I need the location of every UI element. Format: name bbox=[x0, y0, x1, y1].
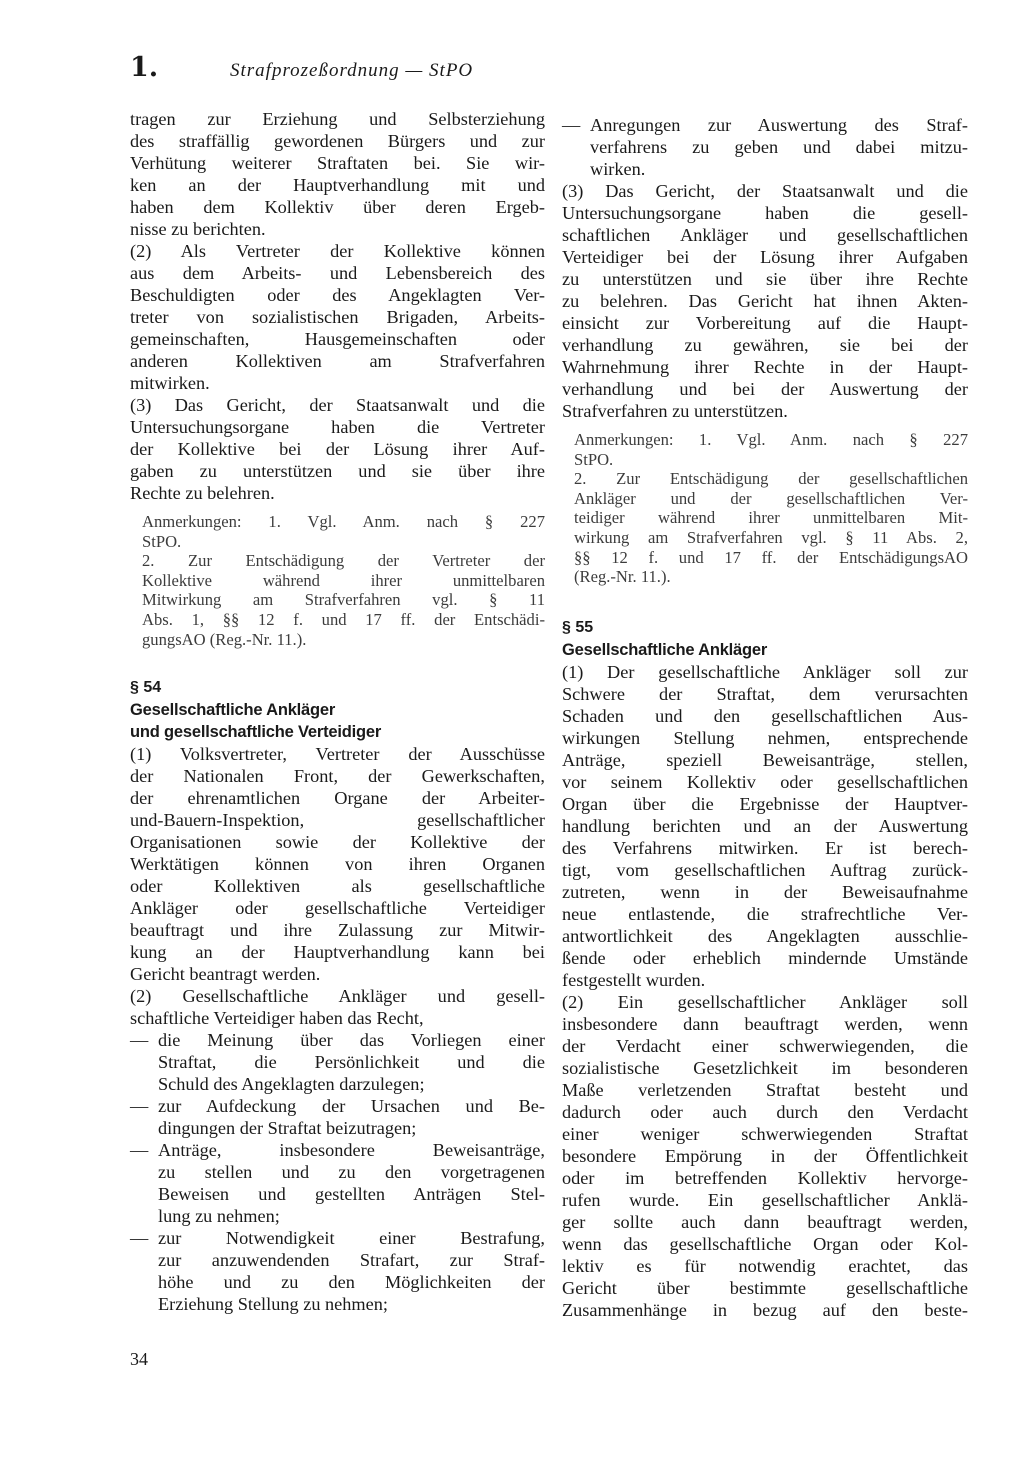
text-line: dingungen der Straftat beizutragen; bbox=[158, 1118, 417, 1139]
text-line: oder im betreffenden Kollektiv hervorge- bbox=[562, 1167, 968, 1188]
text-line: Schwere der Straftat, dem verursachten bbox=[562, 683, 968, 704]
note-line: wirkung am Strafverfahren vgl. § 11 Abs. 2, bbox=[574, 527, 968, 547]
text-line: insbesondere dann beauftragt werden, wenn bbox=[562, 1013, 968, 1034]
text-line: Organ über die Ergebnisse der Hauptver- bbox=[562, 793, 968, 814]
list-item bbox=[130, 1029, 545, 1095]
left-para-1 bbox=[130, 108, 545, 240]
section-title: Gesellschaftliche Ankläger bbox=[130, 701, 336, 720]
text-line: kung an der Hauptverhandlung kann bei bbox=[130, 942, 545, 963]
text-line: nisse zu berichten. bbox=[130, 219, 266, 239]
text-line: lung zu nehmen; bbox=[158, 1206, 280, 1227]
text-line: Verhütung weiterer Straftaten bei. Sie wir- bbox=[130, 153, 545, 173]
text-line: (2) Ein gesellschaftlicher Ankläger soll bbox=[562, 991, 968, 1012]
text-line: mitwirken. bbox=[130, 373, 210, 393]
text-line: Anträge, insbesondere Beweisanträge, bbox=[158, 1140, 545, 1161]
left-column bbox=[130, 108, 545, 1315]
section-title: Gesellschaftliche Ankläger bbox=[562, 640, 768, 659]
text-line: tigt, vom gesellschaftlichen Auftrag zurück- bbox=[562, 859, 968, 880]
text-line: Rechte zu belehren. bbox=[130, 483, 275, 503]
section-55 bbox=[562, 617, 968, 1321]
section-number: § 54 bbox=[130, 679, 162, 697]
text-line: Verteidiger bei der Lösung ihrer Aufgaben bbox=[562, 247, 968, 267]
chapter-number: 1. bbox=[130, 52, 159, 83]
note-line: 2. Zur Entschädigung der Vertreter der bbox=[142, 551, 545, 571]
text-line: anderen Kollektiven am Strafverfahren bbox=[130, 351, 545, 371]
sec55-para-2 bbox=[562, 991, 968, 1321]
text-line: Schaden und den gesellschaftlichen Aus- bbox=[562, 705, 968, 726]
text-line: beauftragt und ihre Zulassung zur Mitwir- bbox=[130, 920, 545, 941]
text-line: höhe und zu den Möglichkeiten der bbox=[158, 1272, 545, 1293]
text-line: verfahrens zu geben und dabei mitzu- bbox=[590, 137, 968, 157]
section-number: § 55 bbox=[562, 618, 594, 636]
note-line: Anmerkungen: 1. Vgl. Anm. nach § 227 bbox=[142, 512, 545, 531]
text-line: Werktätigen können von ihren Organen bbox=[130, 854, 545, 875]
text-line: (3) Das Gericht, der Staatsanwalt und die bbox=[562, 181, 968, 201]
text-line: zutreten, wenn in der Beweisaufnahme bbox=[562, 881, 968, 902]
text-line: treter von sozialistischen Brigaden, Arbeits- bbox=[130, 307, 545, 327]
text-line: Beschuldigten oder des Angeklagten Ver- bbox=[130, 285, 545, 305]
left-para-2 bbox=[130, 240, 545, 394]
text-line: aus dem Arbeits- und Lebensbereich des bbox=[130, 263, 545, 283]
dash-marker: — bbox=[130, 1140, 149, 1161]
note-line: Mitwirkung am Strafverfahren vgl. § 11 bbox=[142, 590, 545, 610]
left-notes bbox=[130, 512, 545, 649]
text-line: Erziehung Stellung zu nehmen; bbox=[158, 1294, 388, 1315]
section-54 bbox=[130, 677, 545, 1315]
text-line: Anträge, speziell Beweisanträge, stellen, bbox=[562, 749, 968, 770]
sec54-para-2 bbox=[130, 985, 545, 1029]
note-line: 2. Zur Entschädigung der gesellschaftlichen bbox=[574, 469, 968, 489]
text-line: Anregungen zur Auswertung des Straf- bbox=[590, 115, 968, 135]
text-line: verhandlung zu gewähren, sie bei der bbox=[562, 335, 968, 355]
text-line: zu belehren. Das Gericht hat ihnen Akten- bbox=[562, 291, 968, 311]
text-line: (1) Der gesellschaftliche Ankläger soll zur bbox=[562, 661, 968, 682]
text-line: des Verfahrens mitwirken. Er ist berech- bbox=[562, 837, 968, 858]
text-line: Beweisen und gestellten Anträgen Stel- bbox=[158, 1184, 545, 1205]
text-line: (2) Gesellschaftliche Ankläger und gesell- bbox=[130, 986, 545, 1007]
running-title: Strafprozeßordnung — StPO bbox=[230, 60, 474, 81]
sec54-para-1 bbox=[130, 743, 545, 985]
text-line: Gericht beantragt werden. bbox=[130, 964, 321, 985]
text-line: Zusammenhänge in bezug auf den beste- bbox=[562, 1299, 968, 1320]
text-line: der Verdacht einer schwerwiegenden, die bbox=[562, 1035, 968, 1056]
text-line: Strafverfahren zu unterstützen. bbox=[562, 401, 788, 421]
text-line: wirkungen Stellung nehmen, entsprechende bbox=[562, 727, 968, 748]
list-item bbox=[562, 114, 968, 180]
left-para-3 bbox=[130, 394, 545, 504]
text-line: und-Bauern-Inspektion, gesellschaftlicher bbox=[130, 810, 545, 831]
text-line: besondere Empörung in der Öffentlichkeit bbox=[562, 1145, 968, 1166]
text-line: lektiv es für notwendig erachtet, das bbox=[562, 1255, 968, 1276]
text-line: Untersuchungsorgane haben die Vertreter bbox=[130, 417, 545, 437]
text-line: gemeinschaften, Hausgemeinschaften oder bbox=[130, 329, 545, 349]
text-line: ken an der Hauptverhandlung mit und bbox=[130, 175, 545, 195]
text-line: schaftlichen Ankläger und gesellschaftlichen bbox=[562, 225, 968, 245]
text-line: zu stellen und zu den vorgetragenen bbox=[158, 1162, 545, 1183]
note-line: Abs. 1, §§ 12 f. und 17 ff. der Entschädi- bbox=[142, 609, 545, 629]
text-line: der Kollektive bei der Lösung ihrer Auf- bbox=[130, 439, 545, 459]
text-line: festgestellt wurden. bbox=[562, 969, 706, 990]
text-line: oder Kollektiven als gesellschaftliche bbox=[130, 876, 545, 897]
text-line: verhandlung und bei der Auswertung der bbox=[562, 379, 968, 399]
list-item bbox=[130, 1227, 545, 1315]
note-line: StPO. bbox=[142, 531, 182, 551]
dash-marker: — bbox=[130, 1096, 149, 1117]
note-line: Kollektive während ihrer unmittelbaren bbox=[142, 570, 545, 590]
text-line: dadurch oder auch durch den Verdacht bbox=[562, 1101, 968, 1122]
text-line: Organisationen sowie der Kollektive der bbox=[130, 832, 545, 853]
text-line: gaben zu unterstützen und sie über ihre bbox=[130, 461, 545, 481]
section-title: und gesellschaftliche Verteidiger bbox=[130, 723, 382, 742]
text-line: rufen wurde. Ein gesellschaftlicher Anklä- bbox=[562, 1189, 968, 1210]
text-line: (3) Das Gericht, der Staatsanwalt und die bbox=[130, 395, 545, 415]
note-line: StPO. bbox=[574, 449, 614, 469]
text-line: ger sollte auch dann beauftragt werden, bbox=[562, 1211, 968, 1232]
right-para-3 bbox=[562, 180, 968, 422]
sec55-para-1 bbox=[562, 661, 968, 991]
text-line: schaftliche Verteidiger haben das Recht, bbox=[130, 1008, 424, 1029]
text-line: einsicht zur Vorbereitung auf die Haupt- bbox=[562, 313, 968, 333]
text-line: Wahrnehmung ihrer Rechte in der Haupt- bbox=[562, 357, 968, 377]
text-line: Schuld des Angeklagten darzulegen; bbox=[158, 1074, 425, 1095]
text-line: tragen zur Erziehung und Selbsterziehung bbox=[130, 109, 545, 129]
page-number: 34 bbox=[130, 1349, 148, 1369]
text-line: die Meinung über das Vorliegen einer bbox=[158, 1030, 545, 1051]
text-line: sozialistische Gesetzlichkeit im besonderen bbox=[562, 1057, 968, 1078]
dash-marker: — bbox=[130, 1030, 149, 1051]
text-line: Straftat, die Persönlichkeit und die bbox=[158, 1052, 545, 1073]
text-line: antwortlichkeit des Angeklagten ausschlie- bbox=[562, 925, 968, 946]
dash-marker: — bbox=[562, 115, 581, 135]
note-line: Anmerkungen: 1. Vgl. Anm. nach § 227 bbox=[574, 430, 968, 449]
text-line: handlung berichten und an der Auswertung bbox=[562, 815, 968, 836]
text-line: wenn das gesellschaftliche Organ oder Kol- bbox=[562, 1233, 968, 1254]
note-line: gungsAO (Reg.-Nr. 11.). bbox=[142, 629, 307, 649]
right-notes bbox=[562, 430, 968, 587]
text-line: der ehrenamtlichen Organe der Arbeiter- bbox=[130, 788, 545, 809]
text-line: Untersuchungsorgane haben die gesell- bbox=[562, 203, 968, 223]
list-item bbox=[130, 1095, 545, 1139]
right-column bbox=[562, 114, 968, 1321]
text-line: haben dem Kollektiv über deren Ergeb- bbox=[130, 197, 545, 217]
text-line: zur anzuwendenden Strafart, zur Straf- bbox=[158, 1250, 545, 1271]
text-line: zu unterstützen und sie über ihre Rechte bbox=[562, 269, 968, 289]
note-line: Ankläger und der gesellschaftlichen Ver- bbox=[574, 488, 968, 508]
text-line: (2) Als Vertreter der Kollektive können bbox=[130, 241, 545, 261]
note-line: §§ 12 f. und 17 ff. der EntschädigungsAO bbox=[574, 547, 968, 567]
text-line: einer weniger schwerwiegenden Straftat bbox=[562, 1123, 968, 1144]
text-line: des straffällig gewordenen Bürgers und zur bbox=[130, 131, 545, 151]
text-line: der Nationalen Front, der Gewerkschaften, bbox=[130, 766, 545, 787]
text-line: neue entlastende, die strafrechtliche Ver- bbox=[562, 903, 968, 924]
text-line: ßende oder erheblich mindernde Umstände bbox=[562, 947, 968, 968]
text-line: Maße verletzenden Straftat besteht und bbox=[562, 1079, 968, 1100]
text-line: zur Aufdeckung der Ursachen und Be- bbox=[158, 1096, 545, 1117]
text-line: Ankläger oder gesellschaftliche Verteidiger bbox=[130, 898, 545, 919]
text-line: Gericht über bestimmte gesellschaftliche bbox=[562, 1277, 968, 1298]
text-line: wirken. bbox=[590, 159, 646, 179]
dash-marker: — bbox=[130, 1228, 149, 1249]
text-line: (1) Volksvertreter, Vertreter der Ausschüsse bbox=[130, 744, 545, 765]
text-line: zur Notwendigkeit einer Bestrafung, bbox=[158, 1228, 545, 1249]
note-line: (Reg.-Nr. 11.). bbox=[574, 567, 671, 587]
text-line: vor seinem Kollektiv oder gesellschaftlichen bbox=[562, 771, 968, 792]
note-line: teidiger während ihrer unmittelbaren Mit- bbox=[574, 508, 968, 528]
list-item bbox=[130, 1139, 545, 1227]
